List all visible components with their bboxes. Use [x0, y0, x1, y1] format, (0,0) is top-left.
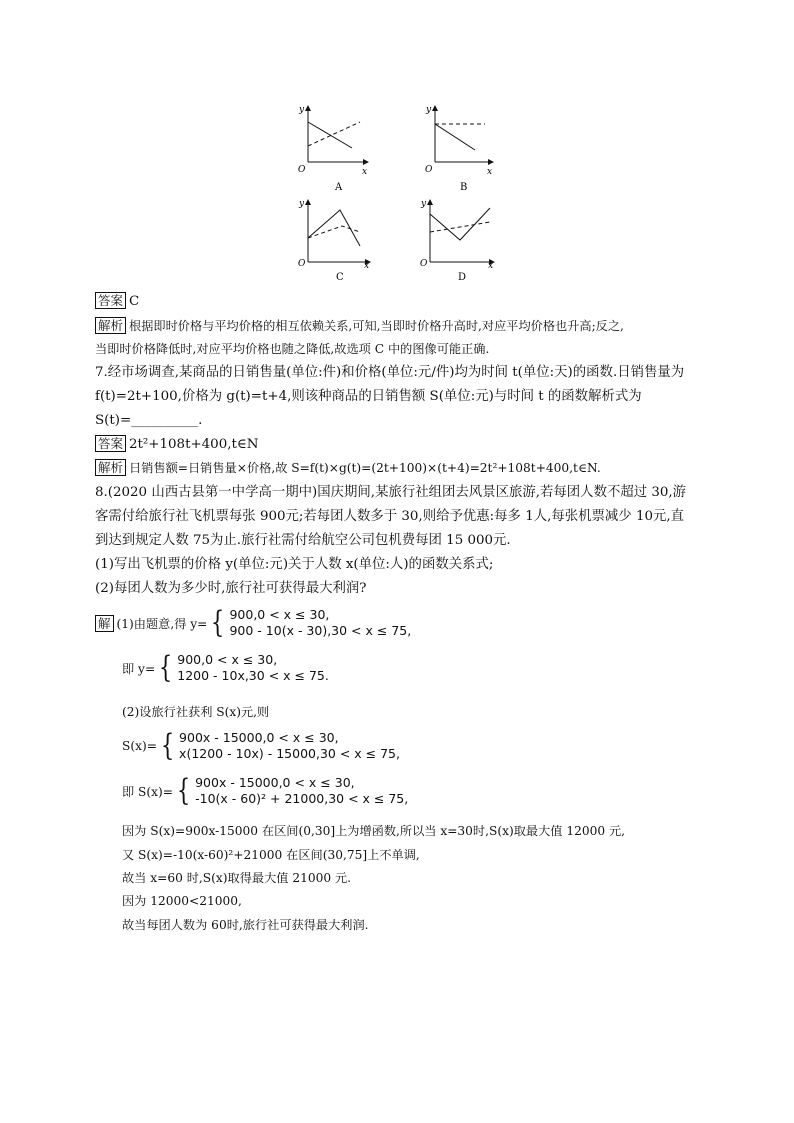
graph-c-label: C [336, 272, 344, 283]
graph-b-y-label: y [426, 105, 432, 115]
sol10-line: 故当每团人数为 60时,旅行社可获得最大利润. [122, 918, 369, 932]
solution-step4 [122, 730, 400, 762]
q7-analysis-line [95, 459, 601, 477]
sol2-case1: 900,0 < x ≤ 30, [177, 652, 278, 667]
graph-d-x-label: x [488, 261, 494, 271]
q6-analysis-line1 [95, 317, 624, 335]
brace-icon: { [160, 728, 175, 763]
solution-step5 [122, 775, 408, 807]
sol2-cases [177, 652, 329, 684]
q6-answer: C [129, 294, 140, 309]
graph-a-origin: O [298, 165, 306, 175]
graph-c [298, 199, 370, 283]
answer-tag: 答案 [95, 435, 126, 452]
sol4-case2: x(1200 - 10x) - 15000,30 < x ≤ 75, [179, 746, 400, 761]
q7-answer-line [95, 435, 259, 454]
graph-b-label: B [460, 182, 468, 193]
sol5-prefix: 即 S(x)= [122, 784, 174, 799]
sol5-case2: -10(x - 60)² + 21000,30 < x ≤ 75, [195, 791, 409, 806]
graph-b-origin: O [425, 165, 433, 175]
q8-line1: 8.(2020 山西古县第一中学高一期中)国庆期间,某旅行社组团去风景区旅游,若每团人数不超过 30,游 [95, 485, 687, 500]
q6-analysis-line2: 当即时价格降低时,对应平均价格也随之降低,故选项 C 中的图像可能正确. [95, 342, 490, 356]
graph-a-label: A [335, 182, 343, 193]
solution-tag: 解 [95, 615, 114, 632]
graph-d [420, 199, 494, 283]
graph-c-x-label: x [364, 261, 370, 271]
analysis-tag: 解析 [95, 317, 126, 334]
analysis-tag: 解析 [95, 459, 126, 476]
sol5-cases [195, 775, 408, 807]
sol8-line: 故当 x=60 时,S(x)取得最大值 21000 元. [122, 871, 352, 885]
q7-line2: f(t)=2t+100,价格为 g(t)=t+4,则该种商品的日销售额 S(单位:元)与时间 t 的函数解析式为 [95, 389, 642, 404]
q7-analysis: 日销售额=日销售量×价格,故 S=f(t)×g(t)=(2t+100)×(t+4)=2t²+108t+400,t∈N. [129, 461, 601, 475]
q7-line3: S(t)=__________. [95, 413, 203, 428]
brace-icon: { [176, 773, 191, 808]
graph-c-y-label: y [299, 199, 305, 209]
q6-answer-line [95, 292, 139, 311]
graph-d-origin: O [420, 259, 428, 269]
graph-d-label: D [458, 272, 467, 283]
brace-icon: { [159, 650, 173, 685]
graph-b [425, 105, 493, 193]
q8-line3: 到达到规定人数 75为止.旅行社需付给航空公司包机费每团 15 000元. [95, 533, 511, 548]
sol6-line: 因为 S(x)=900x-15000 在区间(0,30]上为增函数,所以当 x=30时,S(x)取最大值 12000 元, [122, 824, 626, 838]
solution-step2 [122, 652, 329, 684]
sol4-prefix: S(x)= [122, 739, 157, 753]
sol1-case1: 900,0 < x ≤ 30, [229, 607, 330, 622]
sol5-case1: 900x - 15000,0 < x ≤ 30, [195, 775, 355, 790]
graph-a-y-label: y [299, 105, 305, 115]
sol1-cases [229, 607, 411, 639]
graph-d-y-label: y [421, 199, 427, 209]
q7-answer: 2t²+108t+400,t∈N [129, 437, 259, 452]
graph-c-origin: O [298, 259, 306, 269]
sol3-line: (2)设旅行社获利 S(x)元,则 [122, 705, 270, 719]
graph-a-x-label: x [362, 167, 368, 177]
sol1-prefix: (1)由题意,得 y= [116, 616, 208, 631]
answer-tag: 答案 [95, 292, 126, 309]
brace-icon: { [211, 605, 225, 640]
graph-a [298, 105, 368, 193]
graph-b-x-label: x [487, 167, 493, 177]
q8-part2: (2)每团人数为多少时,旅行社可获得最大利润? [95, 581, 367, 596]
q8-part1: (1)写出飞机票的价格 y(单位:元)关于人数 x(单位:人)的函数关系式; [95, 557, 494, 572]
sol2-case2: 1200 - 10x,30 < x ≤ 75. [177, 668, 329, 683]
q7-line1: 7.经市场调查,某商品的日销售量(单位:件)和价格(单位:元/件)均为时间 t(单位:天)的函数.日销售量为 [95, 365, 685, 380]
sol2-prefix: 即 y= [122, 661, 156, 676]
sol7-line: 又 S(x)=-10(x-60)²+21000 在区间(30,75]上不单调, [122, 848, 420, 862]
q8-line2: 客需付给旅行社飞机票每张 900元;若每团人数多于 30,则给予优惠:每多 1人,每张机票减少 10元,直 [95, 509, 685, 524]
q6-analysis-text1: 根据即时价格与平均价格的相互依赖关系,可知,当即时价格升高时,对应平均价格也升高;反之, [129, 319, 624, 333]
sol4-cases [179, 730, 400, 762]
solution-step1 [95, 607, 411, 639]
sol9-line: 因为 12000<21000, [122, 894, 242, 908]
graphs-figure [280, 100, 510, 285]
sol4-case1: 900x - 15000,0 < x ≤ 30, [179, 730, 339, 745]
sol1-case2: 900 - 10(x - 30),30 < x ≤ 75, [229, 623, 412, 638]
